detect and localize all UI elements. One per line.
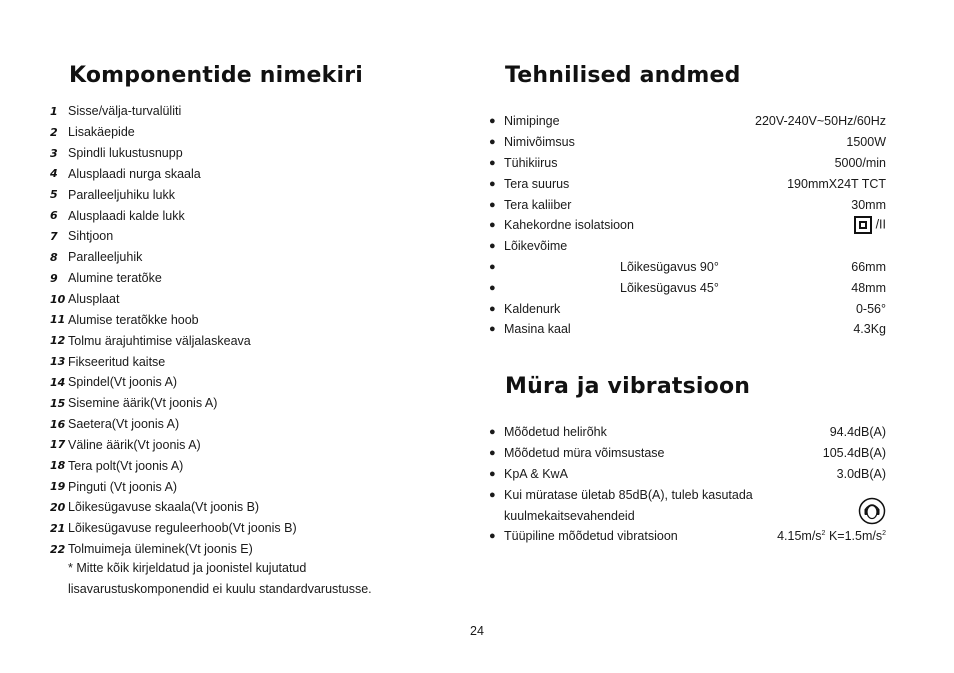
component-number: 7 bbox=[50, 229, 58, 243]
spec-value: 190mmX24T TCT bbox=[787, 176, 886, 191]
component-number: 8 bbox=[50, 250, 58, 264]
component-label: Tolmu ärajuhtimise väljalaskeava bbox=[68, 333, 251, 348]
noise-value: 105.4dB(A) bbox=[822, 446, 886, 461]
component-number: 5 bbox=[50, 188, 58, 202]
component-number: 3 bbox=[50, 146, 58, 160]
component-item bbox=[50, 205, 450, 226]
component-number: 18 bbox=[50, 459, 66, 473]
component-number: 17 bbox=[50, 438, 66, 452]
component-number: 14 bbox=[50, 375, 66, 389]
spec-row: ● Tera suurus 190mmX24T TCT bbox=[489, 176, 886, 191]
component-label: Tera polt(Vt joonis A) bbox=[68, 458, 184, 473]
spec-row: ● Nimipinge 220V-240V~50Hz/60Hz bbox=[489, 114, 886, 129]
component-number: 13 bbox=[50, 355, 66, 369]
noise-value: 3.0dB(A) bbox=[836, 466, 886, 481]
component-number: 1 bbox=[50, 104, 58, 118]
vibration-value: $4.15m/s^2$ $K=1.5m/s^2$ bbox=[777, 529, 886, 544]
component-label: Pinguti (Vt joonis A) bbox=[68, 479, 178, 494]
hearing-warning-cont: kuulmekaitsevahendeid bbox=[504, 508, 635, 523]
spec-value: 0-56° bbox=[855, 301, 886, 316]
spec-row: ● Kaldenurk 0-56° bbox=[489, 301, 886, 316]
component-number: 19 bbox=[50, 480, 66, 494]
noise-row bbox=[489, 505, 886, 526]
spec-label: Nimivõimsus bbox=[504, 135, 575, 150]
noise-table bbox=[489, 422, 886, 547]
component-number: 10 bbox=[50, 292, 66, 306]
component-item bbox=[50, 372, 450, 393]
spec-label: Masina kaal bbox=[504, 322, 571, 337]
component-item bbox=[50, 122, 450, 143]
spec-row: ● Kahekordne isolatsioon /II bbox=[489, 217, 886, 233]
note-line-2: lisavarustuskomponendid ei kuulu standardvarustusse. bbox=[68, 582, 372, 596]
spec-label: Tühikiirus bbox=[504, 155, 558, 170]
component-number: 16 bbox=[50, 417, 66, 431]
component-number: 22 bbox=[50, 542, 66, 556]
component-item bbox=[50, 184, 450, 205]
component-number: 9 bbox=[50, 271, 58, 285]
spec-value: /II bbox=[875, 217, 886, 232]
spec-row: ● Tühikiirus 5000/min bbox=[489, 155, 886, 170]
component-label: Sisse/välja-turvalüliti bbox=[68, 104, 182, 119]
component-label: Tolmuimeja üleminek(Vt joonis E) bbox=[68, 542, 253, 557]
noise-row: ● KpA & KwA 3.0dB(A) bbox=[489, 466, 886, 481]
note-line-1: * Mitte kõik kirjeldatud ja joonistel kujutatud bbox=[68, 561, 307, 575]
component-item bbox=[50, 143, 450, 164]
spec-row: ● Nimivõimsus 1500W bbox=[489, 135, 886, 150]
noise-label: Mõõdetud müra võimsustase bbox=[504, 446, 665, 461]
page-number: 24 bbox=[470, 624, 484, 638]
component-number: 6 bbox=[50, 209, 58, 223]
double-insulation-icon bbox=[854, 216, 872, 234]
component-item bbox=[50, 435, 450, 456]
component-item bbox=[50, 289, 450, 310]
tech-table bbox=[489, 111, 886, 340]
component-label: Paralleeljuhiku lukk bbox=[68, 187, 176, 202]
component-label: Spindel(Vt joonis A) bbox=[68, 375, 178, 390]
component-item bbox=[50, 268, 450, 289]
component-label: Lõikesügavuse reguleerhoob(Vt joonis B) bbox=[68, 521, 297, 536]
spec-label: Nimipinge bbox=[504, 114, 560, 129]
component-item bbox=[50, 455, 450, 476]
component-item bbox=[50, 518, 450, 539]
component-label: Sisemine äärik(Vt joonis A) bbox=[68, 396, 218, 411]
spec-value: 5000/min bbox=[834, 155, 886, 170]
spec-label: Tera kaliiber bbox=[504, 197, 572, 212]
spec-value: 1500W bbox=[846, 135, 886, 150]
spec-sublabel: Lõikesügavus 45° bbox=[620, 280, 719, 295]
component-label: Sihtjoon bbox=[68, 229, 114, 244]
component-label: Alumise teratõkke hoob bbox=[68, 312, 199, 327]
component-number: 15 bbox=[50, 396, 66, 410]
component-item bbox=[50, 330, 450, 351]
spec-value: 220V-240V~50Hz/60Hz bbox=[755, 114, 886, 129]
noise-label: Mõõdetud helirõhk bbox=[504, 425, 607, 440]
noise-row: ● Mõõdetud helirõhk 94.4dB(A) bbox=[489, 425, 886, 440]
spec-value: 66mm bbox=[851, 259, 886, 274]
spec-row: ● Lõikevõime bbox=[489, 236, 886, 257]
component-number: 21 bbox=[50, 521, 66, 535]
component-number: 12 bbox=[50, 334, 66, 348]
noise-row: ● Tüüpiline mõõdetud vibratsioon $4.15m/s^2$ $K=1.5m/s^2$ bbox=[489, 529, 886, 544]
component-number: 11 bbox=[50, 313, 66, 327]
component-item bbox=[50, 101, 450, 122]
component-list bbox=[50, 101, 450, 560]
component-label: Spindli lukustusnupp bbox=[68, 146, 183, 161]
component-item bbox=[50, 309, 450, 330]
noise-label: KpA & KwA bbox=[504, 466, 568, 481]
component-label: Alusplaadi nurga skaala bbox=[68, 166, 201, 181]
component-number: 4 bbox=[50, 167, 58, 181]
component-number: 2 bbox=[50, 125, 58, 139]
spec-value: 48mm bbox=[851, 280, 886, 295]
spec-row: ● Tera kaliiber 30mm bbox=[489, 197, 886, 212]
noise-title: Müra ja vibratsioon bbox=[505, 374, 751, 399]
component-label: Väline äärik(Vt joonis A) bbox=[68, 437, 201, 452]
noise-row: ● Mõõdetud müra võimsustase 105.4dB(A) bbox=[489, 446, 886, 461]
spec-sublabel: Lõikesügavus 90° bbox=[620, 259, 719, 274]
component-item bbox=[50, 247, 450, 268]
ear-protection-icon bbox=[858, 497, 886, 525]
spec-label: Kahekordne isolatsioon bbox=[504, 218, 634, 233]
component-item bbox=[50, 476, 450, 497]
vibration-label: Tüüpiline mõõdetud vibratsioon bbox=[504, 529, 678, 544]
component-label: Fikseeritud kaitse bbox=[68, 354, 166, 369]
tech-title: Tehnilised andmed bbox=[505, 63, 741, 88]
component-label: Alusplaat bbox=[68, 292, 120, 307]
spec-label: Lõikevõime bbox=[504, 239, 568, 254]
component-item bbox=[50, 497, 450, 518]
component-item bbox=[50, 414, 450, 435]
hearing-warning: Kui müratase ületab 85dB(A), tuleb kasutada bbox=[504, 487, 753, 502]
spec-row: ● Lõikesügavus 45° 48mm bbox=[489, 280, 886, 295]
spec-row: ● Masina kaal 4.3Kg bbox=[489, 322, 886, 337]
component-number: 20 bbox=[50, 500, 66, 514]
spec-label: Tera suurus bbox=[504, 176, 570, 191]
component-label: Saetera(Vt joonis A) bbox=[68, 417, 180, 432]
component-label: Alusplaadi kalde lukk bbox=[68, 208, 185, 223]
component-label: Lõikesügavuse skaala(Vt joonis B) bbox=[68, 500, 260, 515]
spec-value: 4.3Kg bbox=[853, 322, 886, 337]
spec-value: 30mm bbox=[851, 197, 886, 212]
component-item bbox=[50, 164, 450, 185]
components-title: Komponentide nimekiri bbox=[69, 63, 364, 88]
component-label: Lisakäepide bbox=[68, 125, 135, 140]
spec-label: Kaldenurk bbox=[504, 301, 561, 316]
component-item bbox=[50, 351, 450, 372]
noise-row: ● Kui müratase ületab 85dB(A), tuleb kasutada bbox=[489, 484, 886, 505]
component-item bbox=[50, 393, 450, 414]
component-label: Paralleeljuhik bbox=[68, 250, 143, 265]
noise-value: 94.4dB(A) bbox=[829, 425, 886, 440]
component-item bbox=[50, 226, 450, 247]
component-item bbox=[50, 539, 450, 560]
component-label: Alumine teratõke bbox=[68, 271, 162, 286]
spec-row: ● Lõikesügavus 90° 66mm bbox=[489, 259, 886, 274]
